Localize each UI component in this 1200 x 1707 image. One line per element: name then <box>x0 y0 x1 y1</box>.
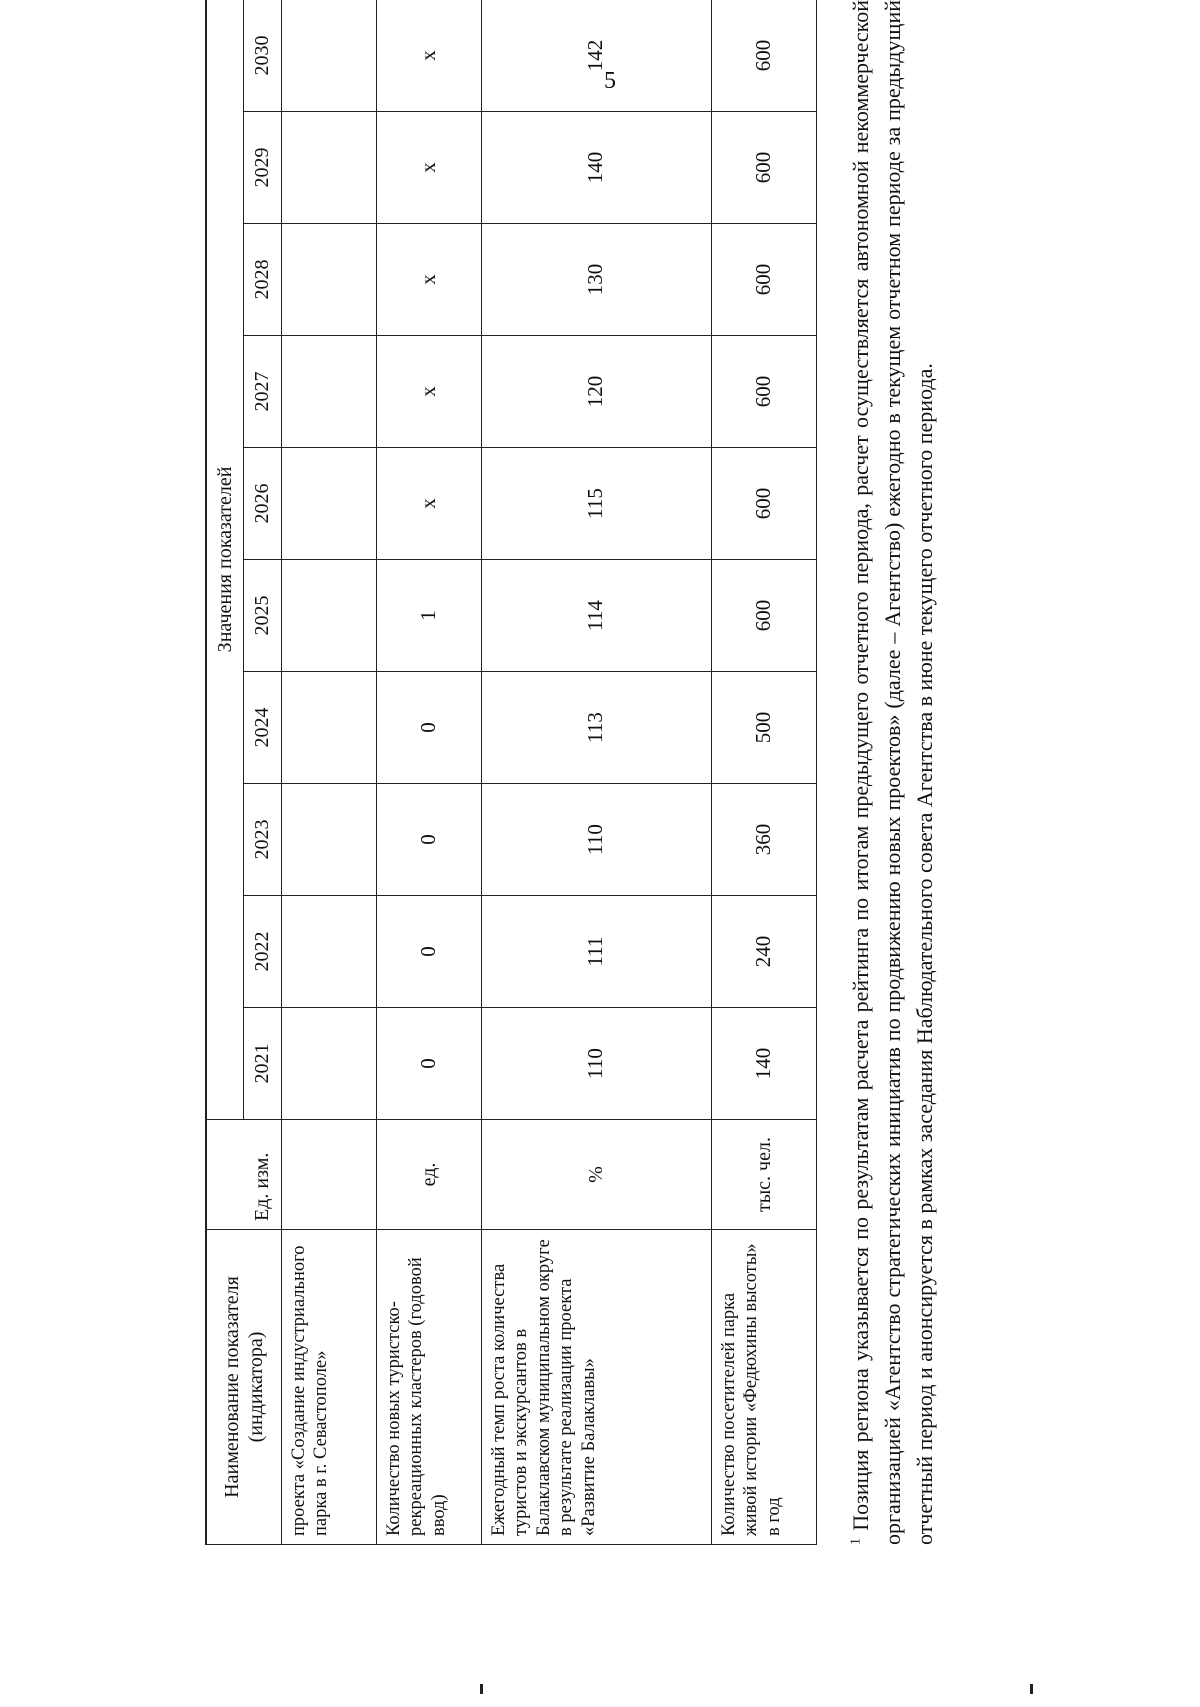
year-header: 2023 <box>244 784 281 896</box>
indicator-name: Ежегодный темп роста количества туристов и экскурсантов в Балаклавском муниципальном округе в результате реализации проекта «Развитие Балаклавы» <box>481 1230 711 1545</box>
value-cell: x <box>376 112 481 224</box>
value-cell: x <box>376 336 481 448</box>
value-cell: x <box>376 0 481 112</box>
value-cell: 114 <box>481 560 711 672</box>
value-cell: 360 <box>711 784 816 896</box>
indicator-unit: % <box>481 1120 711 1230</box>
header-values: Значения показателей <box>206 0 244 1120</box>
footnote-marker: 1 <box>848 1538 864 1545</box>
value-cell: 500 <box>711 672 816 784</box>
value-cell: 240 <box>711 896 816 1008</box>
value-cell: 111 <box>481 896 711 1008</box>
value-cell: 140 <box>481 112 711 224</box>
year-header: 2024 <box>244 672 281 784</box>
value-cell: 1 <box>376 560 481 672</box>
value-cell <box>281 336 376 448</box>
value-cell: 115 <box>481 448 711 560</box>
value-cell: 110 <box>481 1008 711 1120</box>
year-header: 2026 <box>244 448 281 560</box>
value-cell <box>281 784 376 896</box>
value-cell <box>281 224 376 336</box>
year-header: 2022 <box>244 896 281 1008</box>
value-cell: 600 <box>711 112 816 224</box>
indicator-unit <box>281 1120 376 1230</box>
table-row <box>281 0 376 1545</box>
value-cell: 120 <box>481 336 711 448</box>
value-cell <box>281 672 376 784</box>
indicator-unit: тыс. чел. <box>711 1120 816 1230</box>
header-unit: Ед. изм. <box>206 1120 281 1230</box>
year-header: 2021 <box>244 1008 281 1120</box>
value-cell: 600 <box>711 560 816 672</box>
value-cell: 140 <box>711 1008 816 1120</box>
value-cell: 0 <box>376 672 481 784</box>
value-cell <box>281 112 376 224</box>
header-indicator-name: Наименование показателя (индикатора) <box>206 1230 281 1545</box>
value-cell: x <box>376 224 481 336</box>
indicator-name: проекта «Создание индустриального парка в г. Севастополе» <box>281 1230 376 1545</box>
value-cell: 600 <box>711 448 816 560</box>
indicator-unit: ед. <box>376 1120 481 1230</box>
value-cell <box>281 560 376 672</box>
rotated-content <box>205 0 1055 1545</box>
value-cell <box>281 448 376 560</box>
page-number: 5 <box>604 68 616 94</box>
value-cell <box>281 1008 376 1120</box>
year-header: 2025 <box>244 560 281 672</box>
value-cell: 0 <box>376 896 481 1008</box>
value-cell <box>281 896 376 1008</box>
indicator-table <box>205 0 817 1545</box>
indicator-name: Количество посетителей парка живой истории «Федюхины высоты» в год <box>711 1230 816 1545</box>
table-row <box>481 0 711 1545</box>
scan-edge-mark <box>1030 1684 1033 1694</box>
value-cell: 600 <box>711 224 816 336</box>
value-cell: 142 <box>481 0 711 112</box>
value-cell: x <box>376 448 481 560</box>
value-cell: 0 <box>376 1008 481 1120</box>
table-row <box>376 0 481 1545</box>
value-cell: 600 <box>711 336 816 448</box>
footnote-text: Позиция региона указывается по результатам расчета рейтинга по итогам предыдущего отчетного периода, расчет осуществляется автономной некоммерческой организацией «Агентство стратегических инициатив по продвижению новых проектов» (далее – Агентство) ежегодно в текущем отчетном периоде за предыдущий отчетный период и анонсируется в рамках заседания Наблюдательного совета Агентства в июне текущего отчетного периода. <box>847 0 937 1545</box>
value-cell <box>281 0 376 112</box>
value-cell: 110 <box>481 784 711 896</box>
scan-edge-mark <box>480 1684 483 1694</box>
value-cell: 113 <box>481 672 711 784</box>
year-header: 2027 <box>244 336 281 448</box>
value-cell: 130 <box>481 224 711 336</box>
year-header: 2029 <box>244 112 281 224</box>
year-header: 2030 <box>244 0 281 112</box>
year-header: 2028 <box>244 224 281 336</box>
table-row <box>711 0 816 1545</box>
footnote <box>845 0 941 1545</box>
value-cell: 0 <box>376 784 481 896</box>
value-cell: 600 <box>711 0 816 112</box>
indicator-name: Количество новых туристско-рекреационных кластеров (годовой ввод) <box>376 1230 481 1545</box>
